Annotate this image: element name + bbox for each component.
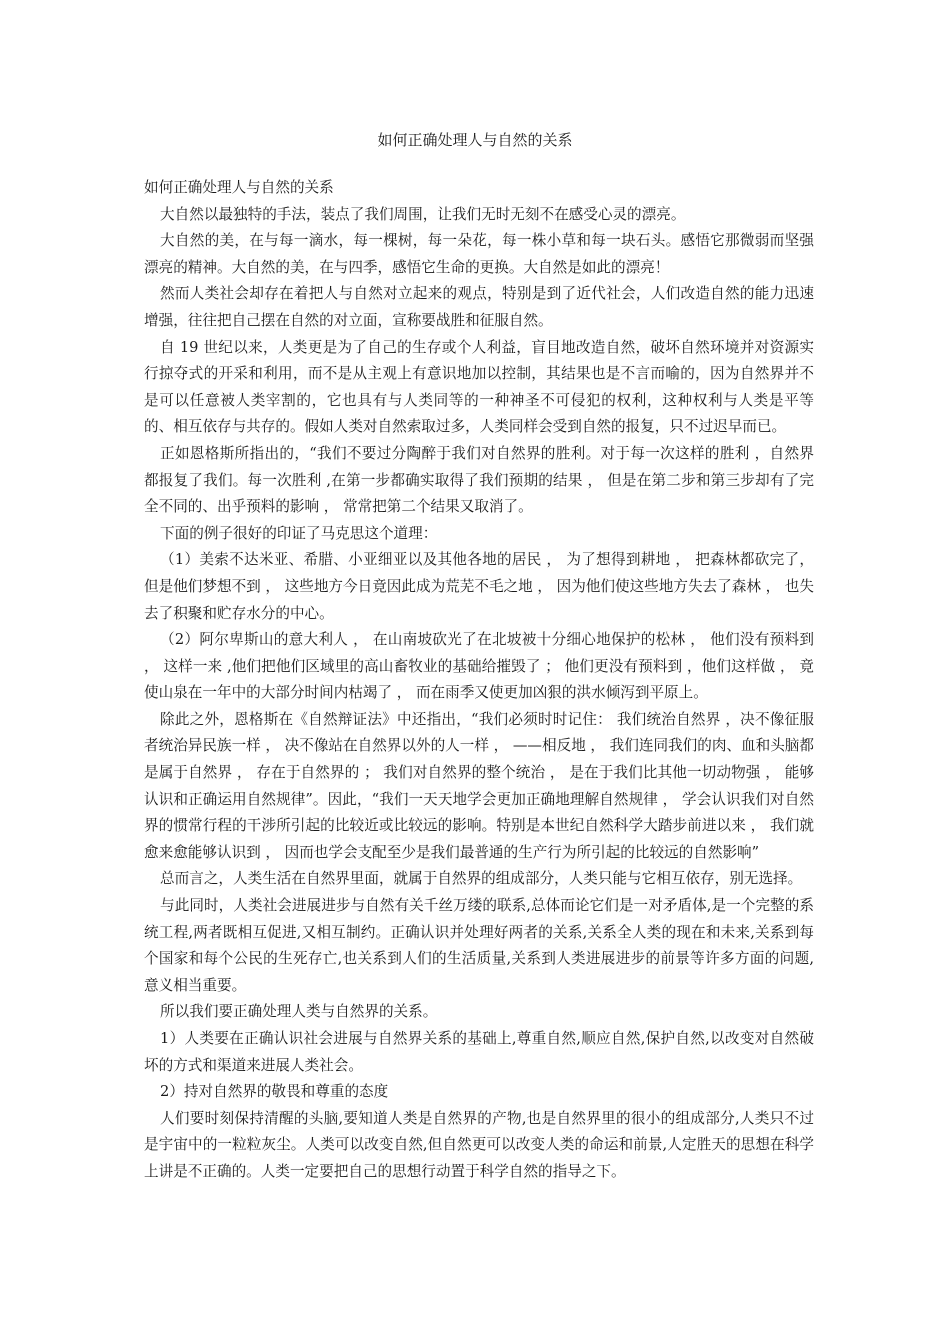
paragraph: 所以我们要正确处理人类与自然界的关系。	[160, 1003, 438, 1021]
paragraph: 大自然的美，在与每一滴水，每一棵树，每一朵花，每一株小草和每一块石头。感悟它那微弱而坚强漂亮的精神。大自然的美，在与四季，感悟它生命的更换。大自然是如此的漂亮！	[144, 232, 814, 276]
paragraph: 下面的例子很好的印证了马克思这个道理：	[160, 524, 438, 542]
paragraph: 大自然以最独特的手法，装点了我们周围，让我们无时无刻不在感受心灵的漂亮。	[160, 205, 686, 223]
paragraph: （1）美索不达米亚、希腊、小亚细亚以及其他各地的居民 ， 为了想得到耕地 ， 把森林都砍完了，但是他们梦想不到 ， 这些地方今日竟因此成为荒芜不毛之地 ， 因为他们使这些地方失去了森林 ， 也失去了积聚和贮存水分的中心。	[144, 551, 814, 622]
page-title: 如何正确处理人与自然的关系	[377, 131, 573, 149]
paragraph: 自 19 世纪以来，人类更是为了自己的生存或个人利益，盲目地改造自然，破坏自然环境并对资源实行掠夺式的开采和利用，而不是从主观上有意识地加以控制，其结果也是不言而喻的，因为自然界并不是可以任意被人类宰割的，它也具有与人类同等的一种神圣不可侵犯的权利，这种权利与人类是平等的、相互依存与共存的。假如人类对自然索取过多，人类同样会受到自然的报复，只不过迟早而已。	[144, 338, 814, 436]
paragraph: 然而人类社会却存在着把人与自然对立起来的观点，特别是到了近代社会，人们改造自然的能力迅速增强，往往把自己摆在自然的对立面，宣称要战胜和征服自然。	[144, 285, 814, 329]
paragraph: 2）持对自然界的敬畏和尊重的态度	[160, 1083, 389, 1101]
paragraph: 人们要时刻保持清醒的头脑,要知道人类是自然界的产物,也是自然界里的很小的组成部分,人类只不过是宇宙中的一粒粒灰尘。人类可以改变自然,但自然更可以改变人类的命运和前景,人定胜天的思想在科学上讲是不正确的。人类一定要把自己的思想行动置于科学自然的指导之下。	[144, 1109, 814, 1180]
paragraph: 1）人类要在正确认识社会进展与自然界关系的基础上,尊重自然,顺应自然,保护自然,以改变对自然破坏的方式和渠道来进展人类社会。	[144, 1030, 814, 1074]
section-heading: 如何正确处理人与自然的关系	[144, 179, 334, 196]
document-body	[144, 175, 814, 1186]
paragraph: 总而言之，人类生活在自然界里面，就属于自然界的组成部分，人类只能与它相互依存，别无选择。	[160, 870, 803, 888]
paragraph: 正如恩格斯所指出的，“我们不要过分陶醉于我们对自然界的胜利。对于每一次这样的胜利 ，自然界都报复了我们。每一次胜利 ,在第一步都确实取得了我们预期的结果 ， 但是在第二步和第三步却有了完全不同的、出乎预料的影响 ， 常常把第二个结果又取消了。	[144, 444, 814, 516]
paragraph: （2）阿尔卑斯山的意大利人 ， 在山南坡砍光了在北坡被十分细心地保护的松林 ， 他们没有预料到 ， 这样一来 ,他们把他们区域里的高山畜牧业的基础给摧毁了 ； 他们更没有预料到 ，他们这样做 ， 竟使山泉在一年中的大部分时间内枯竭了 ， 而在雨季又使更加凶狠的洪水倾泻到平原上。	[144, 631, 814, 702]
paragraph: 除此之外，恩格斯在《自然辩证法》中还指出，“我们必须时时记住： 我们统治自然界 ，决不像征服者统治异民族一样 ， 决不像站在自然界以外的人一样 ， ——相反地 ， 我们连同我们的肉、血和头脑都是属于自然界 ， 存在于自然界的 ； 我们对自然界的整个统治 ， 是在于我们比其他一切动物强 ， 能够认识和正确运用自然规律”。因此，“我们一天天地学会更加正确地理解自然规律 ， 学会认识我们对自然界的惯常行程的干涉所引起的比较近或比较远的影响。特别是本世纪自然科学大踏步前进以来 ， 我们就愈来愈能够认识到 ， 因而也学会支配至少是我们最普通的生产行为所引起的比较远的自然影响”	[144, 710, 814, 861]
paragraph: 与此同时，人类社会进展进步与自然有关千丝万缕的联系,总体而论它们是一对矛盾体,是一个完整的系统工程,两者既相互促进,又相互制约。正确认识并处理好两者的关系,关系全人类的现在和未来,关系到每个国家和每个公民的生死存亡,也关系到人们的生活质量,关系到人类进展进步的前景等许多方面的问题,意义相当重要。	[144, 897, 814, 994]
